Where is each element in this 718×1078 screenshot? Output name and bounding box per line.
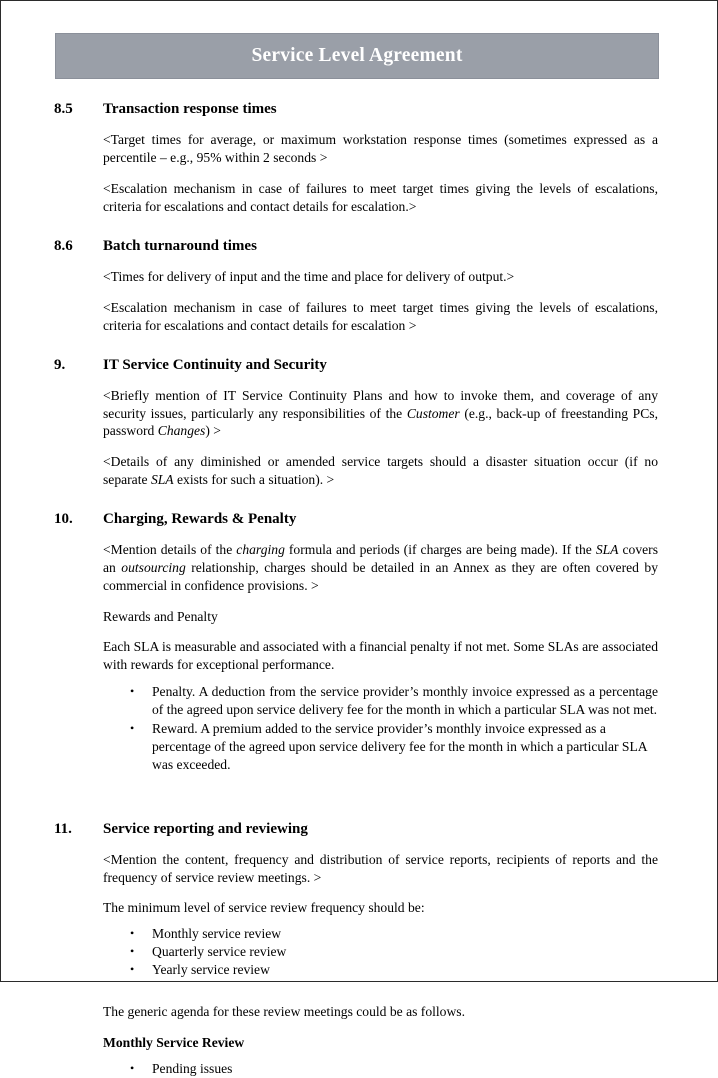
list-item: • Reward. A premium added to the service provider’s monthly invoice expressed as a percentage of the agreed upon service delivery fee for the month in which a particular SLA was exceeded.	[103, 720, 658, 774]
section-heading-10	[54, 511, 657, 528]
section-body-8-5	[103, 131, 658, 216]
section-number: 11.	[54, 820, 72, 837]
review-frequency-list	[103, 925, 658, 979]
list-item: • Pending issues	[103, 1060, 658, 1078]
subheading-rewards-and-penalty: Rewards and Penalty	[103, 609, 218, 625]
section-body-10	[103, 541, 658, 773]
document-title: Service Level Agreement	[251, 45, 463, 67]
monthly-agenda-list	[103, 1060, 658, 1078]
section-number: 8.5	[54, 101, 73, 117]
penalty-reward-list	[103, 683, 658, 774]
paragraph: Each SLA is measurable and associated with a financial penalty if not met. Some SLAs are associated with rewards for exceptional performance.	[103, 639, 658, 672]
section-number: 9.	[54, 356, 66, 373]
agenda-heading-monthly-service-review: Monthly Service Review	[103, 1035, 245, 1051]
paragraph: <Briefly mention of IT Service Continuity Plans and how to invoke them, and coverage of any security issues, particularly any responsibilities of the Customer (e.g., back-up of freestanding PCs, password Changes) >	[103, 387, 658, 439]
section-number: 8.6	[54, 237, 73, 254]
section-body-8-6	[103, 268, 658, 335]
paragraph: <Escalation mechanism in case of failures to meet target times giving the levels of escalations, criteria for escalations and contact details for escalation.>	[103, 180, 658, 214]
section-body-11	[103, 851, 658, 1078]
list-item: • Yearly service review	[103, 961, 658, 979]
list-spacer	[103, 979, 658, 1003]
list-item: • Quarterly service review	[103, 943, 658, 961]
paragraph: The minimum level of service review frequency should be:	[103, 900, 425, 916]
section-title: IT Service Continuity and Security	[103, 356, 327, 373]
paragraph: <Mention the content, frequency and distribution of service reports, recipients of reports and the frequency of service review meetings. >	[103, 851, 658, 885]
section-title: Service reporting and reviewing	[103, 820, 308, 837]
section-heading-9	[54, 357, 657, 374]
section-spacer	[54, 775, 657, 799]
section-number: 10.	[54, 511, 73, 528]
section-body-9	[103, 387, 658, 490]
section-heading-8-6	[54, 238, 657, 255]
paragraph: <Mention details of the charging formula and periods (if charges are being made). If the SLA covers an outsourcing relationship, charges should be detailed in an Annex as they are often covered by commercial in confidence provisions. >	[103, 542, 658, 594]
paragraph: <Details of any diminished or amended service targets should a disaster situation occur (if no separate SLA exists for such a situation). >	[103, 454, 658, 488]
section-title: Batch turnaround times	[103, 237, 257, 254]
section-title: Transaction response times	[103, 101, 277, 117]
paragraph: <Escalation mechanism in case of failures to meet target times giving the levels of escalations, criteria for escalations and contact details for escalation >	[103, 299, 658, 333]
paragraph: <Times for delivery of input and the time and place for delivery of output.>	[103, 268, 515, 284]
agenda-intro: The generic agenda for these review meetings could be as follows.	[103, 1004, 465, 1020]
section-heading-11	[54, 821, 657, 838]
list-item: • Penalty. A deduction from the service provider’s monthly invoice expressed as a percentage of the agreed upon service delivery fee for the month in which a particular SLA was not met.	[103, 683, 658, 719]
paragraph: <Target times for average, or maximum workstation response times (sometimes expressed as a percentile – e.g., 95% within 2 seconds >	[103, 132, 658, 165]
document-title-banner	[55, 33, 659, 79]
section-heading-8-5	[54, 101, 657, 118]
page-content	[1, 1, 717, 1078]
section-title: Charging, Rewards & Penalty	[103, 511, 297, 528]
list-item: • Monthly service review	[103, 925, 658, 943]
